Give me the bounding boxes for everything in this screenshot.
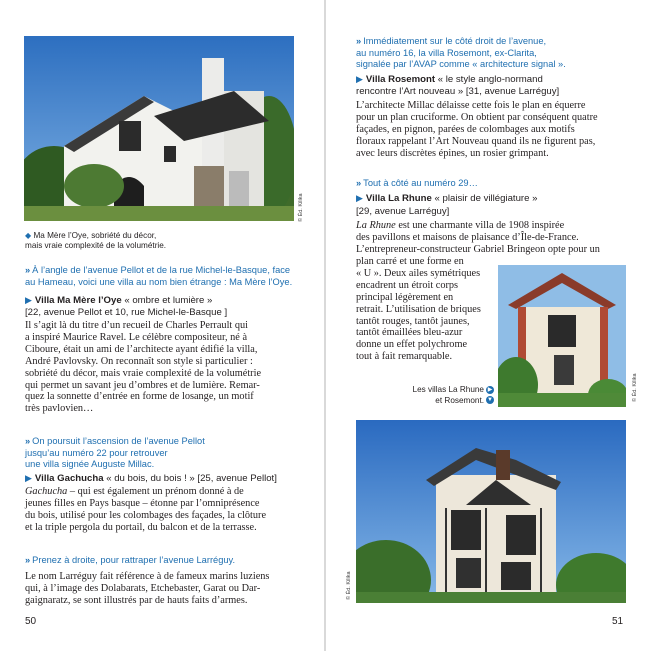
villa-rosemont-photo [356,420,626,603]
lead-intro-2: » On poursuit l’ascension de l’avenue Pellot jusqu’au numéro 22 pour retrouver une villa signée Auguste Millac. [25,436,205,469]
triangle-marker-icon: ▶ [356,193,363,203]
double-chevron-icon: » [25,436,30,446]
photo-credit-large: © Éd. Kilika [346,571,352,600]
triangle-marker-icon: ▶ [25,295,32,305]
arrow-right-icon: ▶ [487,386,493,393]
body-text-2: Gachucha – qui est également un prénom donné à de jeunes filles en Pays basque – étonne par l’omniprésence du bois, utilisé pour les colombages des façades, la clôture et la triple pergola du portail, du balcon et de la terrasse. [25,486,267,533]
body-text-rhune-narrow: plan carré et une forme en « U ». Deux ailes symétriques encadrent un étroit corps principal légèrement en retrait. L’utilisation de briques tantôt rouges, tantôt jaunes, tantôt émaillées bleu-azur donne un effet polychrome tout à fait remarquable. [356,256,481,363]
lead-intro-rhune: » Tout à côté au numéro 29… [356,178,478,188]
lead-intro-3: » Prenez à droite, pour rattraper l’avenue Larréguy. [25,555,236,565]
villa-la-rhune-heading: ▶ Villa La Rhune « plaisir de villégiature » [356,193,538,204]
lead-intro-rosemont: » Immédiatement sur le côté droit de l’avenue, au numéro 16, la villa Rosemont, ex-Clarita, signalée par l’AVAP comme « architecture signal ». [356,36,566,69]
italic-villa-name: La Rhune [356,220,396,231]
page-right [326,0,650,651]
double-chevron-icon: » [25,555,30,565]
villa-ma-mere-loye-address: [22, avenue Pellot et 10, rue Michel-le-Basque ] [25,307,228,318]
body-text-rosemont: L’architecte Millac délaisse cette fois le plan en équerre pour un plan cruciforme. On obtient par conséquent quatre façades, en pignon, parées de colombages aux motifs floraux rappelant l’Art Nouveau quand ils ne figurent pas, avec leurs discrètes épines, un rosier grimpant. [356,100,598,159]
lead-intro-1: » À l’angle de l’avenue Pellot et de la rue Michel-le-Basque, face au Hameau, voici une villa au nom bien étrange : Ma Mère l’Oye. [25,265,293,287]
double-chevron-icon: » [25,265,30,275]
villa-ma-mere-loye-photo [24,36,294,221]
villa-la-rhune-address: [29, avenue Larréguy] [356,206,450,217]
body-text-rhune-full: La Rhune est une charmante villa de 1908 inspirée des pavillons et maisons de plaisance d’Île-de-France. L’entrepreneur-constructeur Gabriel Bringeon opte pour un [356,220,600,255]
photo-credit: © Éd. Kilika [298,193,304,222]
rhune-line-1-rest: est une charmante villa de 1908 inspirée [395,220,565,231]
photo-caption: ◆ Ma Mère l’Oye, sobriété du décor, mais vraie complexité de la volumétrie. [25,231,167,250]
triangle-marker-icon: ▶ [356,74,363,84]
double-chevron-icon: » [356,36,361,46]
page-left [0,0,324,651]
page-number-left: 50 [25,616,37,627]
page-number-right: 51 [612,616,624,627]
photo-credit-small: © Éd. Kilika [632,373,638,402]
villa-rosemont-heading: ▶ Villa Rosemont « le style anglo-normand rencontre l’Art nouveau » [31, avenue Larréguy] [356,74,560,97]
body-text-1: Il s’agit là du titre d’un recueil de Charles Perrault qui a inspiré Maurice Ravel. Le célèbre compositeur, né à Ciboure, était un ami de l’architecte ayant édifié la villa, André Pavlovsky. On reconnaît son style si particulier : sobriété du décor, mais vraie complexité de la volumétrie qui permet un savant jeu d’ombres et de lumière. Remar- quez la sonnette d’entrée en forme de losange, un motif très pavlovien… [25,320,262,415]
arrow-down-icon: ▼ [487,397,493,404]
villa-ma-mere-loye-heading: ▶ Villa Ma Mère l’Oye « ombre et lumière » [25,295,213,306]
double-chevron-icon: » [356,178,361,188]
italic-villa-name: Gachucha [25,486,68,497]
villa-gachucha-heading: ▶ Villa Gachucha « du bois, du bois ! » [25, avenue Pellot] [25,473,277,484]
side-caption: Les villas La Rhune ▶ et Rosemont. ▼ [412,385,493,405]
body-text-3: Le nom Larréguy fait référence à de fameux marins luziens qui, à l’image des Dolabarats, Etchebaster, Garat ou Dar- gaignaratz, se sont illustrés par de hauts faits d’armes. [25,571,270,606]
triangle-marker-icon: ▶ [25,473,32,483]
villa-la-rhune-photo [498,265,626,407]
camera-pin-icon: ◆ [25,231,32,240]
